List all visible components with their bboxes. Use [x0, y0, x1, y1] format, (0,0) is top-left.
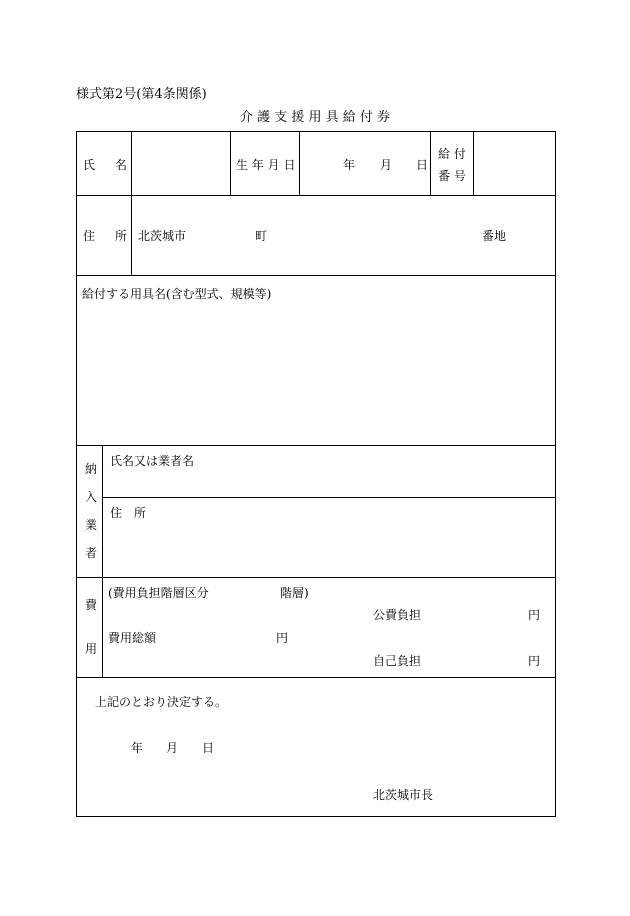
row-divider [76, 275, 556, 276]
cost-tier-suffix: 階層) [280, 586, 309, 600]
address-field[interactable] [132, 196, 555, 274]
address-label-1: 住 [83, 229, 96, 243]
form-number: 様式第2号(第4条関係) [76, 87, 207, 102]
supplier-address-field[interactable] [103, 522, 555, 576]
supplier-name-label: 氏名又は業者名 [110, 454, 195, 468]
address-banchi-unit: 番地 [482, 229, 507, 243]
decision-year-unit: 年 [131, 741, 144, 755]
grant-number-label-line1: 給 付 [438, 147, 466, 161]
cost-tier-label: (費用負担階層区分 [108, 586, 209, 600]
grant-number-label-line2: 番 号 [438, 169, 466, 183]
grant-number-field[interactable] [474, 132, 555, 194]
col-divider [430, 131, 431, 195]
public-burden-label: 公費負担 [373, 608, 422, 622]
address-town-unit: 町 [255, 229, 268, 243]
address-city: 北茨城市 [138, 229, 187, 243]
row-divider [76, 677, 556, 678]
birth-month-unit: 月 [380, 158, 393, 172]
public-burden-unit: 円 [528, 608, 541, 622]
col-divider [230, 131, 231, 195]
items-label: 給付する用具名(含む型式、規模等) [82, 287, 272, 301]
supplier-side-char: 入 [84, 490, 97, 504]
birth-date-field[interactable] [300, 132, 429, 194]
birth-year-unit: 年 [343, 158, 356, 172]
form-title: 介 護 支 援 用 具 給 付 券 [239, 110, 391, 125]
total-cost-label: 費用総額 [108, 631, 157, 645]
supplier-address-label: 住 所 [110, 506, 147, 520]
address-label-2: 所 [115, 229, 128, 243]
items-field[interactable] [77, 306, 555, 444]
decision-day-unit: 日 [202, 741, 215, 755]
birth-day-unit: 日 [416, 158, 429, 172]
total-cost-unit: 円 [276, 631, 289, 645]
row-divider [102, 497, 556, 498]
supplier-side-char: 業 [84, 518, 97, 532]
birth-date-label: 生 年 月 日 [236, 158, 296, 172]
supplier-side-char: 納 [84, 462, 97, 476]
row-divider [76, 577, 556, 578]
cost-side-char: 費 [84, 598, 97, 612]
supplier-side-char: 者 [84, 546, 97, 560]
name-field[interactable] [132, 132, 229, 194]
supplier-name-field[interactable] [103, 470, 555, 496]
row-divider [76, 445, 556, 446]
self-burden-unit: 円 [528, 654, 541, 668]
issuer-name: 北茨城市長 [373, 788, 434, 802]
name-label-2: 名 [115, 158, 128, 172]
cost-side-char: 用 [84, 642, 97, 656]
decision-month-unit: 月 [166, 741, 179, 755]
self-burden-label: 自己負担 [373, 654, 422, 668]
name-label-1: 氏 [83, 158, 96, 172]
decision-statement: 上記のとおり決定する。 [95, 695, 228, 709]
